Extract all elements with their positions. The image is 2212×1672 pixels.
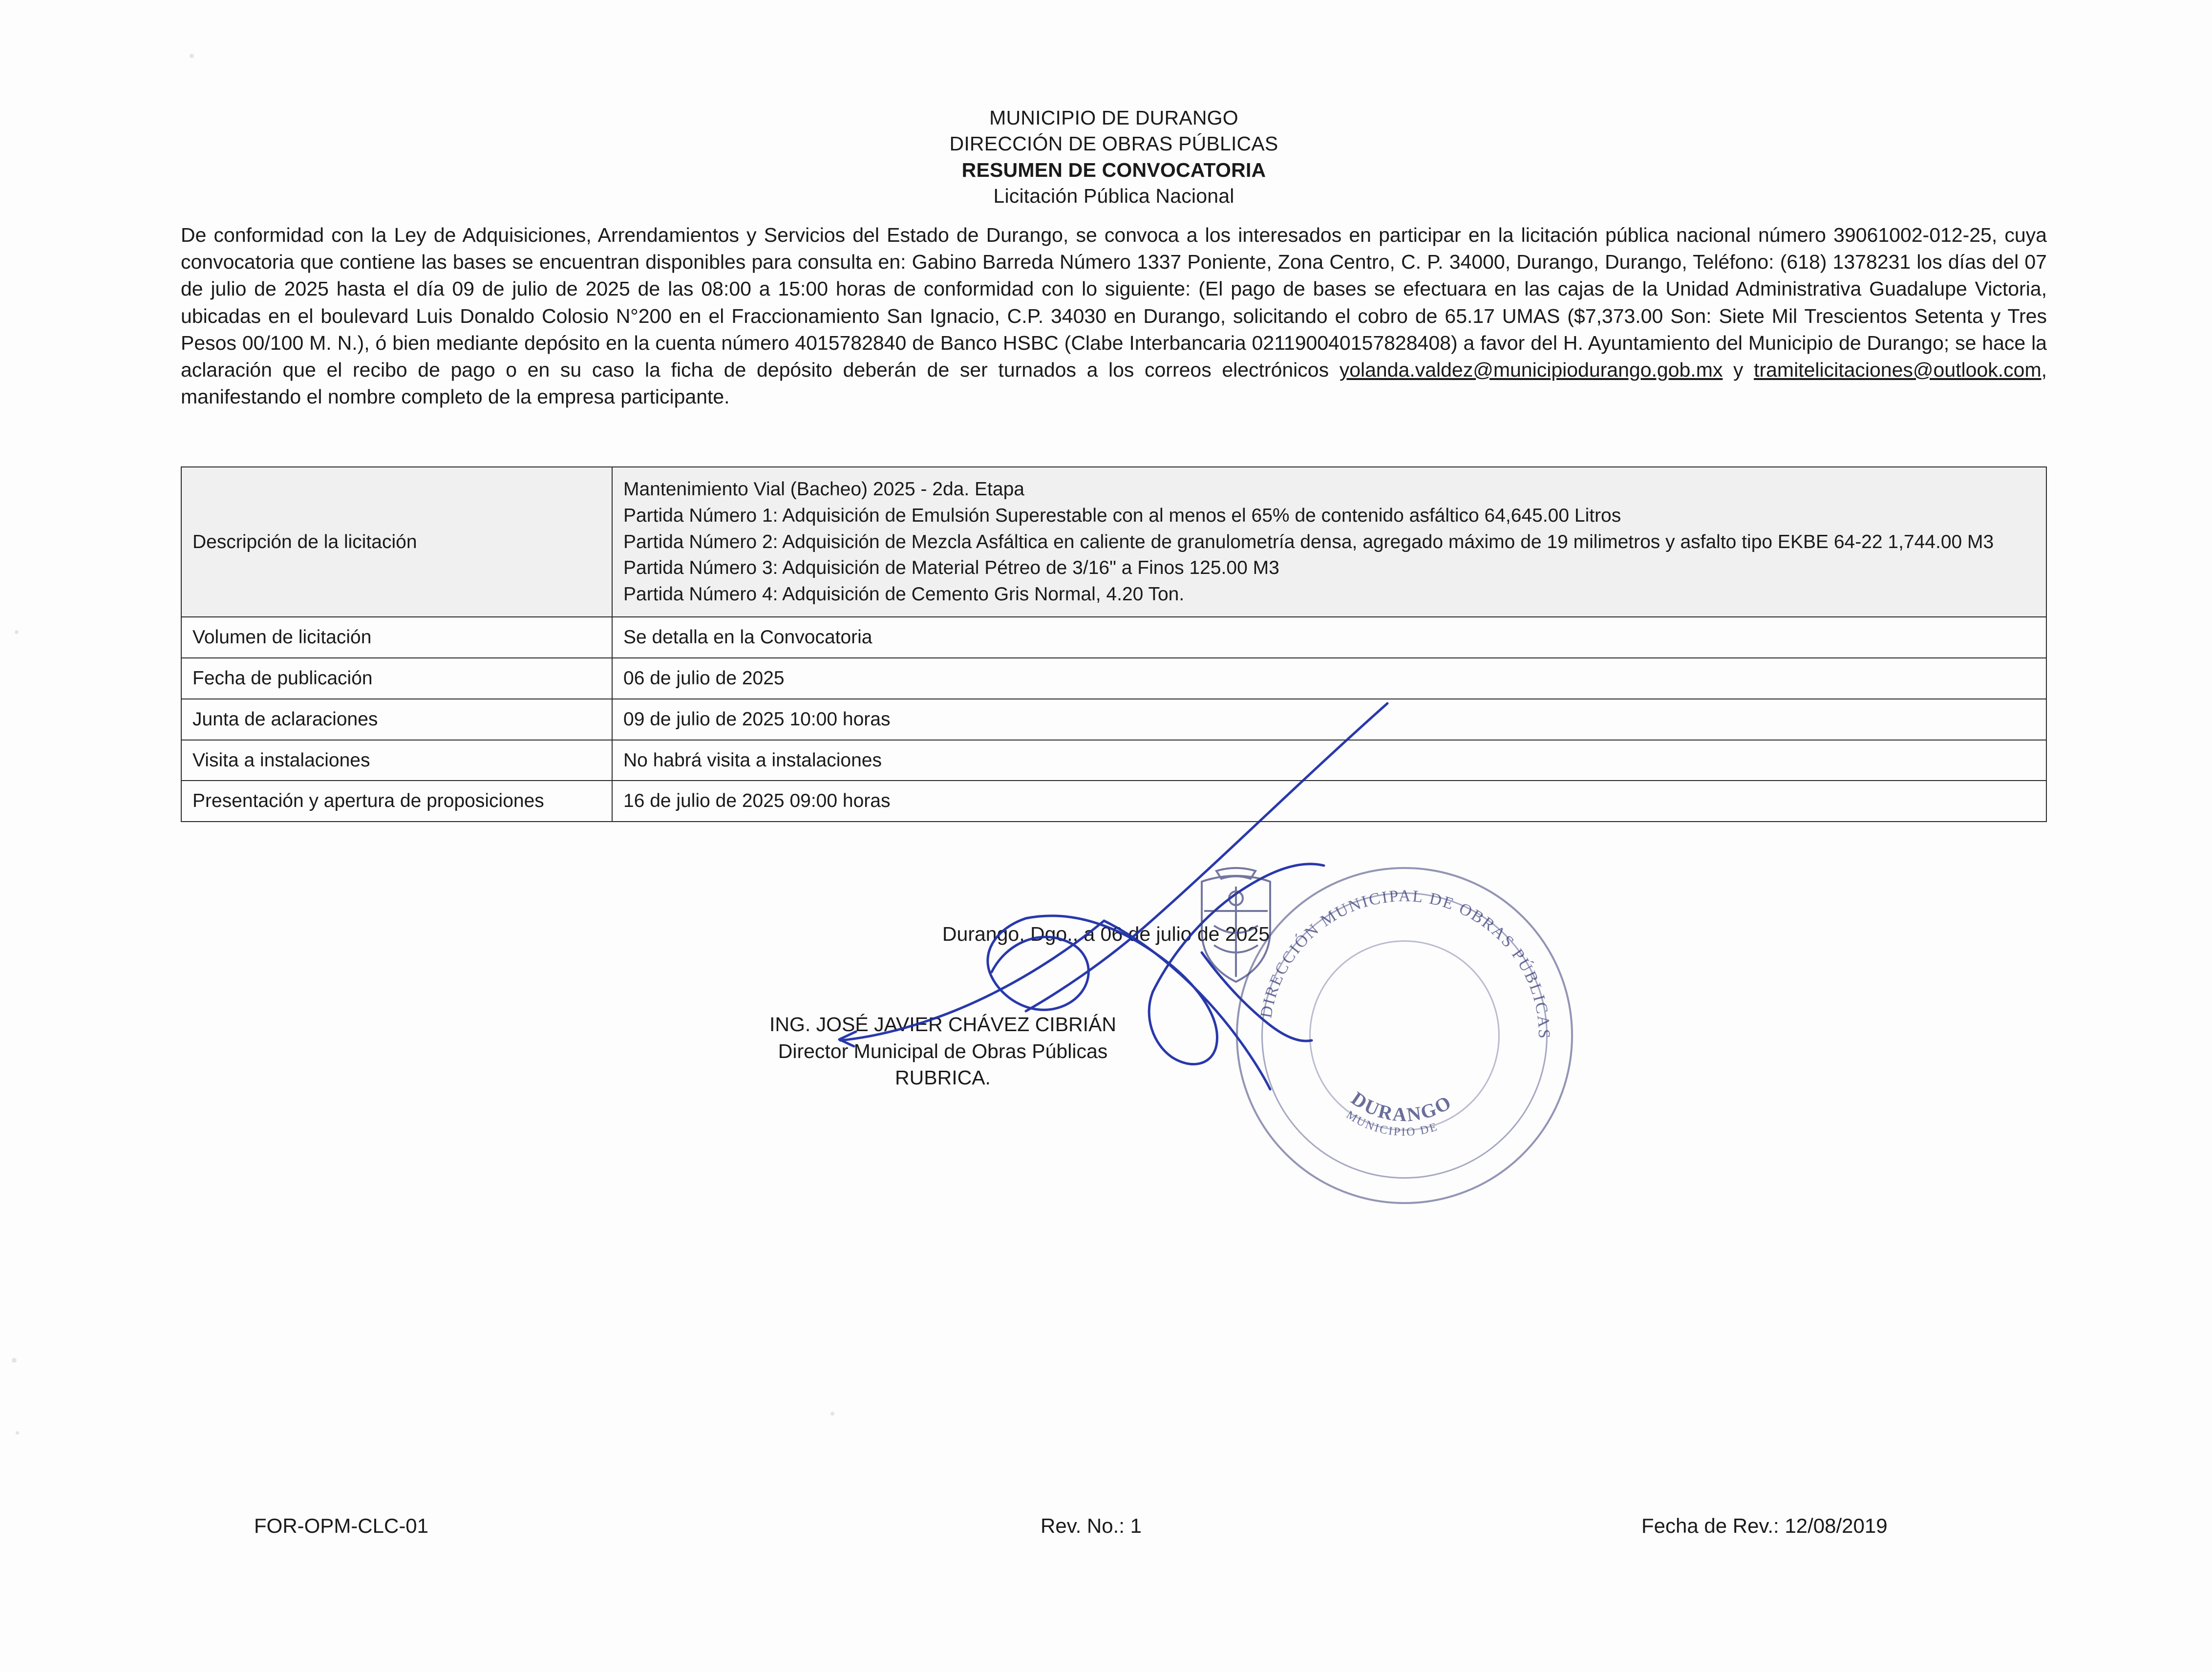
intro-text-part1: De conformidad con la Ley de Adquisiciones, Arrendamientos y Servicios del Estado de Durango, se convoca a los interesados en participar en la licitación pública nacional número 39061002-012-25, cuya convocatoria que contiene las bases se encuentran disponibles para consulta en: Gabino Barreda Número 1337 Poniente, Zona Centro, C. P. 34000, Durango, Durango, Teléfono: (618) 1378231 los días del 07 de julio de 2025 hasta el día 09 de julio de 2025 de las 08:00 a 15:00 horas de conformidad con lo siguiente: (El pago de bases se efectuara en las cajas de la Unidad Administrativa Guadalupe Victoria, ubicadas en el boulevard Luis Donaldo Colosio N°200 en el Fraccionamiento San Ignacio, C.P. 34030 en Durango, solicitando el cobro de 65.17 UMAS ($7,373.00 Son: Siete Mil Trescientos Setenta y Tres Pesos 00/100 M. N.), ó bien mediante depósito en la cuenta número 4015782840 de Banco HSBC (Clabe Interbancaria 021190040157828408) a favor del H. Ayuntamiento del Municipio de Durango; se hace la aclaración que el recibo de pago o en su caso la ficha de depósito deberán de ser turnados a los correos electrónicos: [181, 224, 2047, 381]
scan-speck: [12, 1358, 17, 1363]
table-row: [181, 781, 2046, 822]
header-resumen: RESUMEN DE CONVOCATORIA: [961, 158, 1266, 181]
row-label-volumen: Volumen de licitación: [181, 617, 612, 658]
row-value-descripcion: [612, 467, 2046, 617]
scan-speck: [15, 630, 19, 634]
row-value-volumen: Se detalla en la Convocatoria: [612, 617, 2046, 658]
intro-text-part2: , manifestando el nombre completo de la empresa participante.: [181, 358, 2047, 408]
signer-rubrica: RUBRICA.: [895, 1066, 991, 1089]
scan-speck: [190, 54, 194, 58]
header-licitacion-tipo: Licitación Pública Nacional: [993, 184, 1234, 207]
intro-paragraph: [181, 222, 2047, 410]
table-row: [181, 740, 2046, 781]
intro-conjunction: y: [1723, 358, 1754, 381]
table-row: [181, 617, 2046, 658]
descripcion-line: Partida Número 1: Adquisición de Emulsión Superestable con al menos el 65% de contenido asfáltico 64,645.00 Litros: [623, 505, 1621, 526]
row-value-fecha-publicacion: 06 de julio de 2025: [612, 658, 2046, 699]
footer-revision: Rev. No.: 1: [1041, 1514, 1142, 1537]
footer-form-code: FOR-OPM-CLC-01: [254, 1514, 429, 1537]
header-lines: [181, 105, 2047, 209]
svg-text:DURANGO: DURANGO: [1347, 1087, 1456, 1126]
row-label-junta-aclaraciones: Junta de aclaraciones: [181, 699, 612, 740]
signer-name: ING. JOSÉ JAVIER CHÁVEZ CIBRIÁN: [769, 1013, 1117, 1036]
row-value-junta-aclaraciones: 09 de julio de 2025 10:00 horas: [612, 699, 2046, 740]
header-municipio: MUNICIPIO DE DURANGO: [989, 106, 1238, 129]
descripcion-line: Partida Número 3: Adquisición de Material Pétreo de 3/16" a Finos 125.00 M3: [623, 557, 1279, 579]
table-row: [181, 467, 2046, 617]
table-row: [181, 699, 2046, 740]
document-header-block: [181, 105, 2047, 410]
svg-text:MUNICIPIO DE: MUNICIPIO DE: [1344, 1108, 1440, 1139]
closing-place-date: Durango, Dgo., a 06 de julio de 2025: [942, 923, 1270, 945]
descripcion-line: Partida Número 4: Adquisición de Cemento Gris Normal, 4.20 Ton.: [623, 584, 1185, 605]
signer-title: Director Municipal de Obras Públicas: [778, 1039, 1108, 1062]
descripcion-line: Mantenimiento Vial (Bacheo) 2025 - 2da. Etapa: [623, 479, 1024, 500]
convocatoria-table: [181, 466, 2047, 822]
row-value-presentacion: 16 de julio de 2025 09:00 horas: [612, 781, 2046, 822]
signature-block: [576, 1011, 1309, 1091]
scan-speck: [16, 1431, 19, 1435]
table-row: [181, 658, 2046, 699]
row-label-fecha-publicacion: Fecha de publicación: [181, 658, 612, 699]
row-label-visita: Visita a instalaciones: [181, 740, 612, 781]
header-direccion: DIRECCIÓN DE OBRAS PÚBLICAS: [949, 132, 1278, 155]
email-link-yolanda[interactable]: yolanda.valdez@municipiodurango.gob.mx: [1339, 358, 1723, 381]
row-label-presentacion: Presentación y apertura de proposiciones: [181, 781, 612, 822]
scan-speck: [830, 1412, 834, 1416]
row-value-visita: No habrá visita a instalaciones: [612, 740, 2046, 781]
seal-inner-ring: [1309, 940, 1500, 1131]
row-label-descripcion: Descripción de la licitación: [181, 467, 612, 617]
footer-revision-date: Fecha de Rev.: 12/08/2019: [1641, 1514, 1888, 1537]
descripcion-line: Partida Número 2: Adquisición de Mezcla Asfáltica en caliente de granulometría densa, agregado máximo de 19 milimetros y asfalto tipo EKBE 64-22 1,744.00 M3: [623, 531, 1994, 552]
svg-text:DIRECCIÓN MUNICIPAL DE OBRAS P: DIRECCIÓN MUNICIPAL DE OBRAS PÚBLICAS: [1257, 887, 1553, 1040]
email-link-tramite[interactable]: tramitelicitaciones@outlook.com: [1754, 358, 2042, 381]
